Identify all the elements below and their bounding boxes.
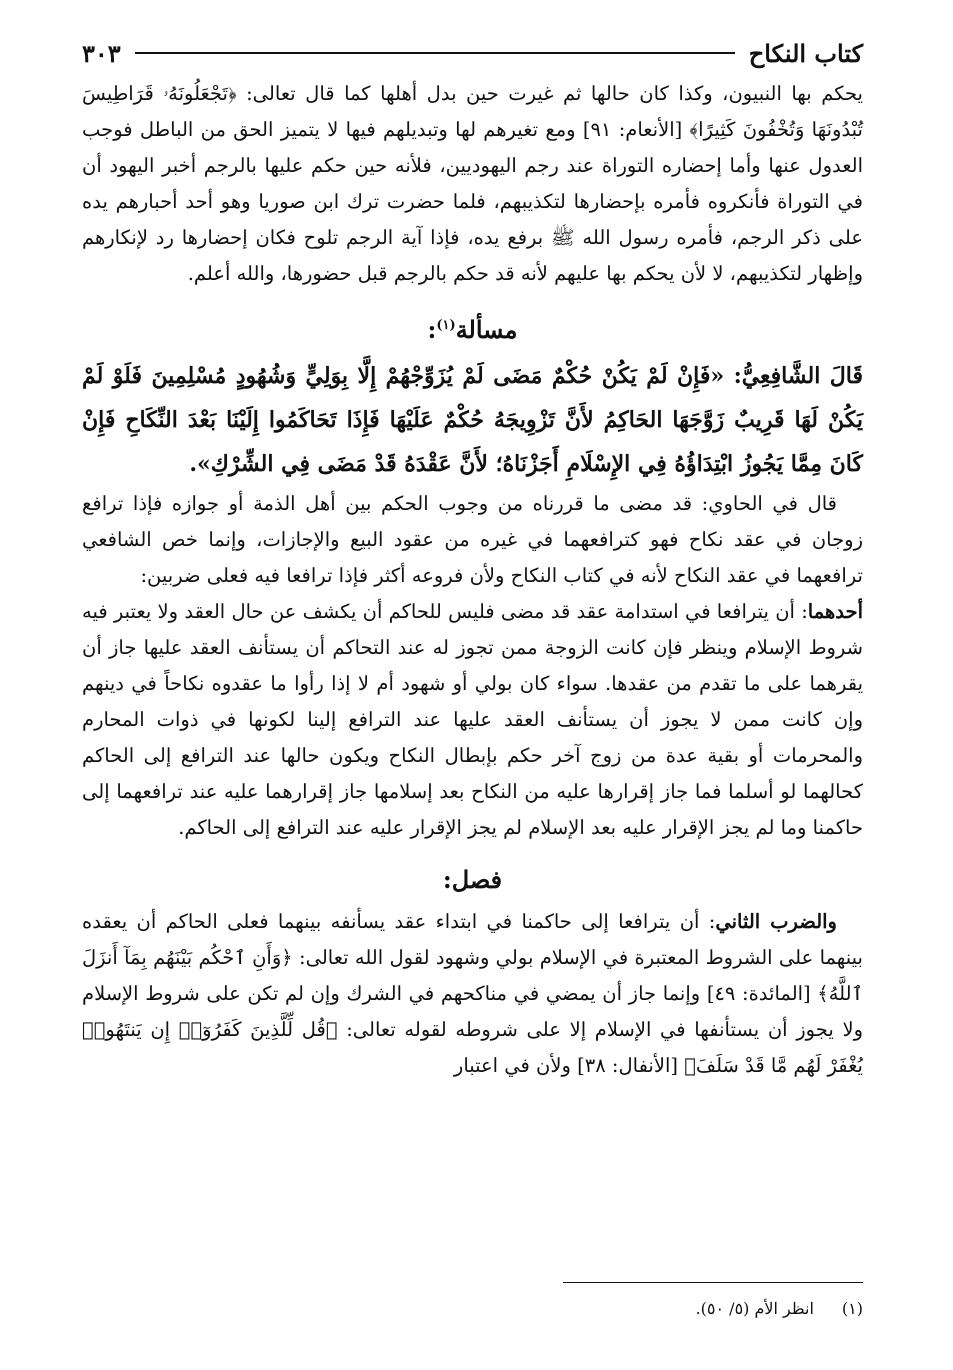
second-case-lead: والضرب الثاني <box>715 910 837 933</box>
header-rule <box>135 52 735 54</box>
fasl-heading <box>82 860 863 900</box>
second-case-paragraph <box>82 904 863 1084</box>
page-header <box>82 30 863 76</box>
masala-heading-colon: : <box>427 315 437 344</box>
first-case-text: : أن يترافعا في استدامة عقد قد مضى فليس للحاكم أن يكشف عن حال العقد ولا يعتبر فيه شروط الإسلام وينظر فإن كانت الزوجة ممن تجوز له عند التحاكم أن يستأنف العقد عليها جاز أن يقرهما على ما تقدم من عقدها. سواء كان بولي أو شهود أم لا إذا رأوا ما عقدوه نكاحاً في دينهم وإن كانت ممن لا يجوز أن يستأنف العقد عليها عند الترافع إلينا لكونها في ذوات المحارم والمحرمات أو بقية عدة من زوج آخر حكم بإبطال النكاح ويكون حالها عند الترافع إلى الحاكم كحالهما لو أسلما فما جاز إقرارها عليه من النكاح بعد إسلامها جاز إقرارهما عليه عند ترافعهما إلى حاكمنا وما لم يجز الإقرار عليه بعد الإسلام لم يجز الإقرار عليه عند الترافع إلى الحاكم. <box>82 600 864 839</box>
first-case-paragraph <box>82 594 863 846</box>
fasl-heading-text: فصل <box>451 865 503 894</box>
masala-heading-text: مسألة <box>455 315 518 344</box>
fasl-heading-colon: : <box>442 865 452 894</box>
first-case-lead: أحدهما <box>807 600 863 623</box>
footnote-divider <box>563 1282 863 1283</box>
second-case-text: : أن يترافعا إلى حاكمنا في ابتداء عقد يسأنفه بينهما فعلى الحاكم أن يعقده بينهما على الشروط المعتبرة في الإسلام بولي وشهود لقول الله تعالى: ﴿وَأَنِ ٱحْكُم بَيْنَهُم بِمَآ أَنزَلَ ٱللَّهُ﴾ [المائدة: ٤٩] وإنما جاز أن يمضي في مناكحهم في الشرك وإن لم تكن على شروط الإسلام ولا يجوز أن يستأنفها في الإسلام إلا على شروطه لقوله تعالى: ﴿قُل لِّلَّذِينَ كَفَرُوٓا۟ إِن يَنتَهُوا۟ يُغْفَرْ لَهُم مَّا قَدْ سَلَفَ﴾ [الأنفال: ٣٨] ولأن في اعتبار <box>82 910 863 1077</box>
chapter-title: كتاب النكاح <box>748 38 863 68</box>
intro-paragraph: يحكم بها النبيون، وكذا كان حالها ثم غيرت حين بدل أهلها كما قال تعالى: ﴿تَجْعَلُونَهُۥ قَرَاطِيسَ تُبْدُونَهَا وَتُخْفُونَ كَثِيرًا﴾ [الأنعام: ٩١] ومع تغيرهم لها وتبديلهم فيها لا يتميز الحق من الباطل فوجب العدول عنها وأما إحضاره التوراة عند رجم اليهوديين، فلأنه حين حكم عليها بالرجم أخبر اليهود أن في التوراة فأنكروه فأمره بإحضارها لتكذيبهم، فلما حضرت ترك ابن صوريا وهو أحد أحبارهم يده على ذكر الرجم، فأمره رسول الله ﷺ برفع يده، فإذا آية الرجم تلوح فكان إحضارها رد لإنكارهم وإظهار لتكذيبهم، لا لأن يحكم بها عليهم لأنه قد حكم بالرجم قبل حضورها، والله أعلم. <box>82 82 863 285</box>
book-page <box>82 30 863 1350</box>
masala-heading <box>82 306 863 350</box>
footnote-number: (١) <box>841 1299 863 1318</box>
footnote <box>696 1296 863 1322</box>
shafii-quote: قَالَ الشَّافِعِيُّ: «فَإِنْ لَمْ يَكُنْ حُكْمٌ مَضَى لَمْ يُزَوِّجْهُمْ إِلَّا بِوَلِيٍّ وَشُهُودٍ مُسْلِمِينَ فَلَوْ لَمْ يَكُنْ لَهَا قَرِيبٌ زَوَّجَهَا الحَاكِمُ لأَنَّ تَزْوِيجَهُ حُكْمٌ عَلَيْهَا فَإِذَا تَحَاكَمُوا إِلَيْنَا بَعْدَ النِّكَاحِ فَإِنْ كَانَ مِمَّا يَجُوزُ ابْتِدَاؤُهُ فِي الإِسْلَامِ أَجَزْنَاهُ؛ لأَنَّ عَقْدَهُ قَدْ مَضَى فِي الشِّرْكِ». <box>82 363 863 477</box>
footnote-text: انظر الأم (٥/ ٥٠). <box>695 1299 814 1318</box>
masala-footnote-ref: (١) <box>436 318 456 333</box>
hawi-paragraph: قال في الحاوي: قد مضى ما قررناه من وجوب الحكم بين أهل الذمة أو جوازه فإذا ترافع زوجان في عقد نكاح فهو كترافعهما في غيره من عقود البيع والإجازات، وإنما خص الشافعي ترافعهما في عقد النكاح لأنه في كتاب النكاح ولأن فروعه أكثر فإذا ترافعا فيه فعلى ضربين: <box>82 492 863 587</box>
page-number: ٣٠٣ <box>82 38 121 68</box>
